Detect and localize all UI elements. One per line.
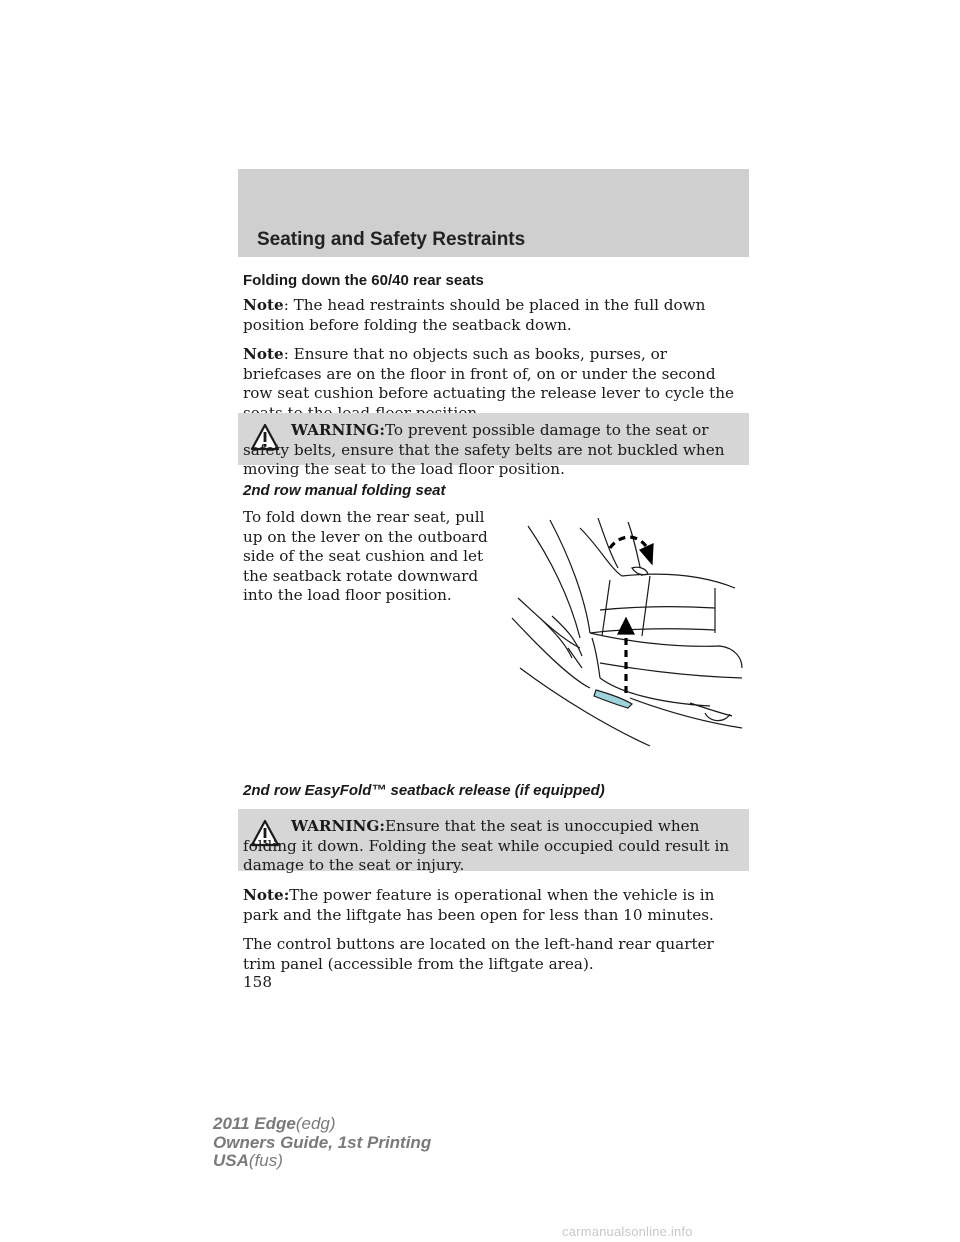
- note-head-restraints: [243, 296, 748, 335]
- warning-text: WARNING:Ensure that the seat is unoccupied when folding it down. Folding the seat while occupied could result in damage to the seat or injury.: [243, 817, 730, 874]
- note-text: The power feature is operational when the vehicle is in park and the liftgate has been open for less than 10 minutes.: [243, 886, 715, 924]
- note-objects: [243, 345, 748, 423]
- warning-text: WARNING:To prevent possible damage to the seat or safety belts, ensure that the safety belts are not buckled when moving the seat to the load floor position.: [243, 421, 725, 478]
- note-power-feature: [243, 886, 748, 925]
- heading-folding-down: Folding down the 60/40 rear seats: [243, 272, 484, 289]
- warning-label: WARNING:: [291, 817, 385, 835]
- note-text: : The head restraints should be placed in the full down position before folding the seatback down.: [243, 296, 706, 334]
- page-number: 158: [243, 973, 272, 991]
- warning-label: WARNING:: [291, 421, 385, 439]
- warning-box-unoccupied-seat: [238, 809, 749, 874]
- warning-box-safety-belts: [238, 413, 749, 478]
- print-footer: 2011 Edge(edg) Owners Guide, 1st Printing USA(fus): [213, 1114, 432, 1170]
- section-title: Seating and Safety Restraints: [257, 229, 526, 250]
- manual-folding-instructions: To fold down the rear seat, pull up on the lever on the outboard side of the seat cushion and let the seatback rotate downward into the load floor position.: [243, 508, 488, 604]
- heading-easyfold-release: 2nd row EasyFold™ seatback release (if equipped): [243, 782, 605, 799]
- note-label: Note:: [243, 886, 290, 904]
- heading-manual-folding-seat: 2nd row manual folding seat: [243, 482, 446, 499]
- note-label: Note: [243, 345, 284, 363]
- rear-seat-illustration: [510, 518, 745, 750]
- note-text: : Ensure that no objects such as books, purses, or briefcases are on the floor in front of, on or under the second row seat cushion before actuating the release lever to cycle the: [243, 345, 734, 402]
- watermark-url: carmanualsonline.info: [562, 1224, 693, 1239]
- note-label: Note: [243, 296, 284, 314]
- control-buttons-location: The control buttons are located on the left-hand rear quarter trim panel (accessible from the liftgate area).: [243, 935, 714, 973]
